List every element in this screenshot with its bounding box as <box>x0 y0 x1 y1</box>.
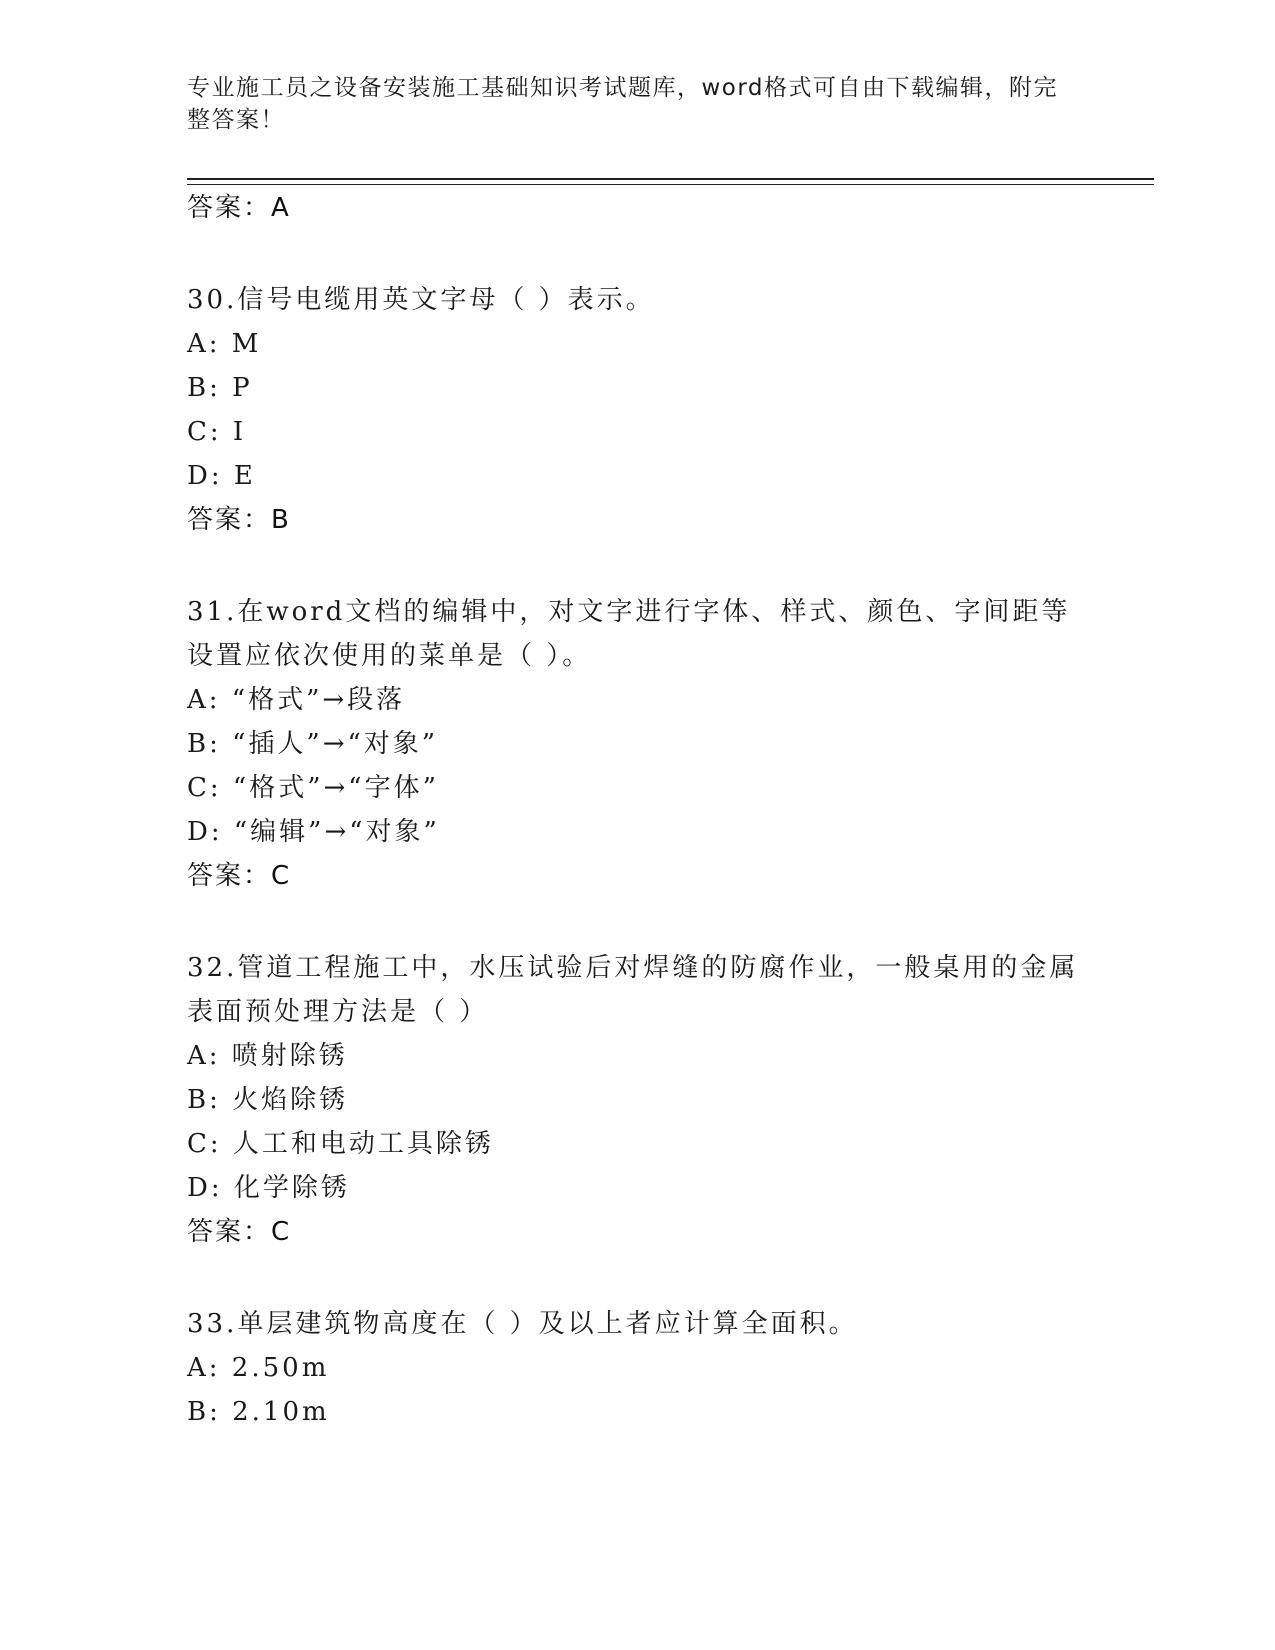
question-32-option-b: B: 火焰除锈 <box>187 1085 349 1115</box>
answer-29: 答案：A <box>187 193 291 223</box>
question-32-option-a: A: 喷射除锈 <box>187 1041 348 1071</box>
question-30-option-d: D: E <box>187 461 256 491</box>
question-30-option-c: C: I <box>187 417 247 447</box>
header-divider <box>187 178 1154 180</box>
question-30-option-b: B: P <box>187 373 253 403</box>
question-32-stem-line-1: 32.管道工程施工中，水压试验后对焊缝的防腐作业，一般桌用的金属 <box>187 953 1079 983</box>
question-31-stem-line-1: 31.在word文档的编辑中，对文字进行字体、样式、颜色、字间距等 <box>187 597 1071 627</box>
question-32-option-d: D: 化学除锈 <box>187 1173 350 1203</box>
header-line-1: 专业施工员之设备安装施工基础知识考试题库，word格式可自由下载编辑，附完 <box>187 75 1059 101</box>
question-30-option-a: A: M <box>187 329 262 359</box>
question-33-stem: 33.单层建筑物高度在（ ）及以上者应计算全面积。 <box>187 1309 858 1339</box>
question-31-option-c: C: “格式”→“字体” <box>187 773 439 803</box>
question-33-option-a: A: 2.50m <box>187 1353 330 1383</box>
question-31-option-d: D: “编辑”→“对象” <box>187 817 440 847</box>
question-31-answer: 答案：C <box>187 861 292 891</box>
question-32-answer: 答案：C <box>187 1217 292 1247</box>
question-30-stem: 30.信号电缆用英文字母（ ）表示。 <box>187 285 655 315</box>
question-31-option-a: A: “格式”→段落 <box>187 685 406 715</box>
header-line-2: 整答案！ <box>187 107 285 133</box>
question-31-option-b: B: “插人”→“对象” <box>187 729 439 759</box>
question-31-stem-line-2: 设置应依次使用的菜单是（ ）。 <box>187 641 592 671</box>
question-30-answer: 答案：B <box>187 505 291 535</box>
header-divider-thin <box>187 184 1154 185</box>
question-33-option-b: B: 2.10m <box>187 1397 330 1427</box>
question-32-option-c: C: 人工和电动工具除锈 <box>187 1129 494 1159</box>
question-32-stem-line-2: 表面预处理方法是（ ） <box>187 997 489 1027</box>
document-header <box>187 72 1067 136</box>
